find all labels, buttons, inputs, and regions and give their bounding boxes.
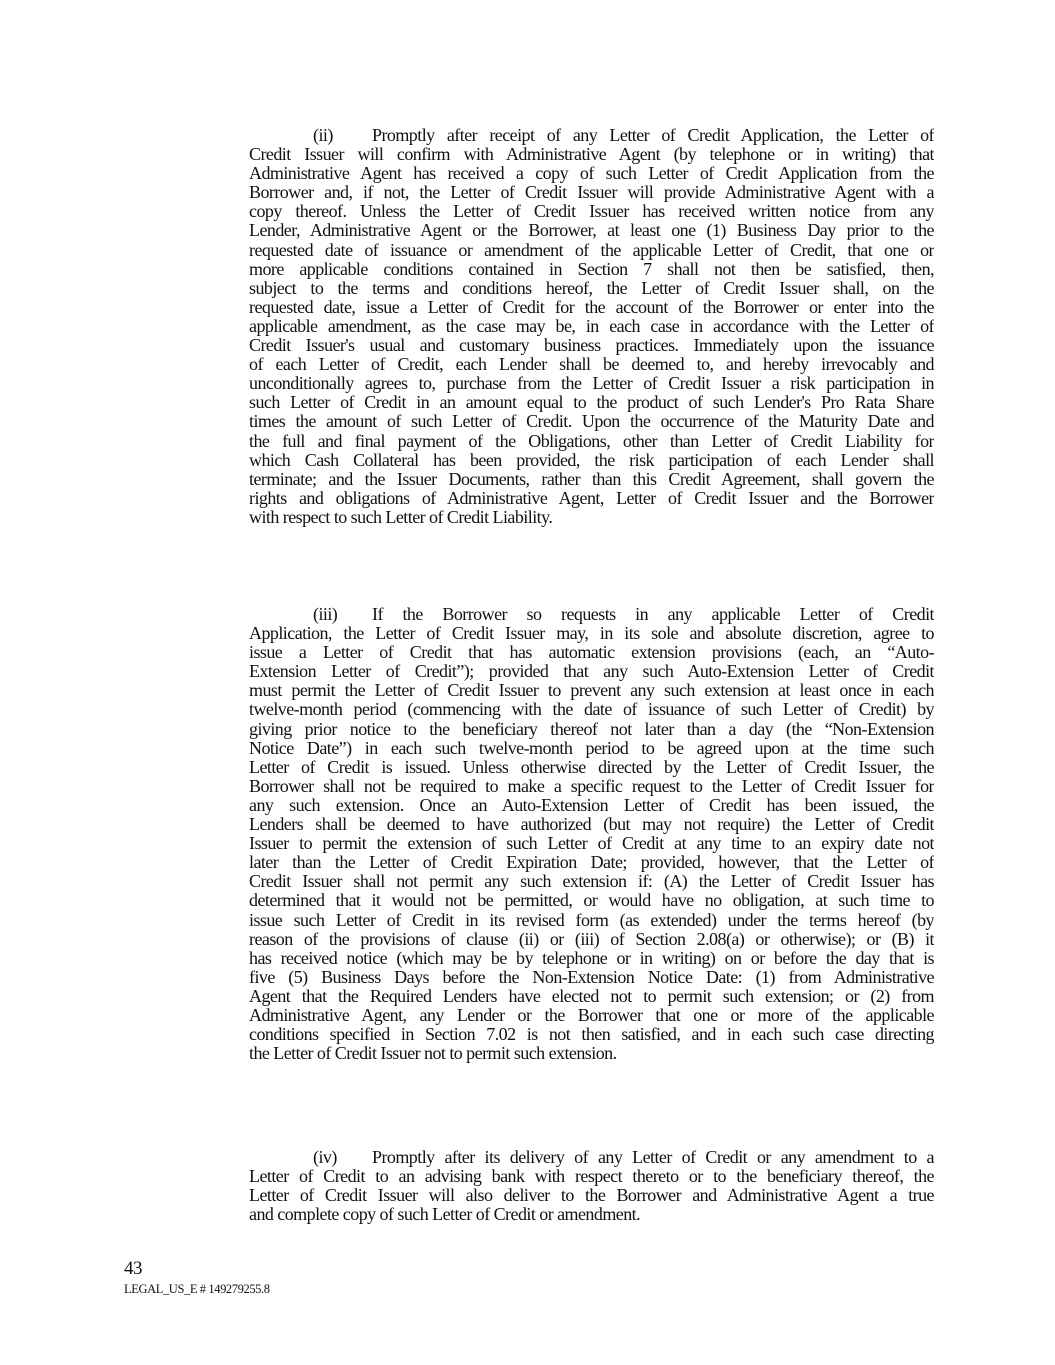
text-line: requested date, issue a Letter of Credit for the account of the Borrower or enter into the [249,297,934,317]
text-line: Lender, Administrative Agent or the Borrower, at least one (1) Business Day prior to the [249,221,934,241]
text-line: reason of the provisions of clause (ii) or (iii) of Section 2.08(a) or otherwise); or (B) it [249,929,934,949]
text-line: Letter of Credit Issuer will also deliver to the Borrower and Administrative Agent a true [249,1186,934,1206]
text-line: five (5) Business Days before the Non-Extension Notice Date: (1) from Administrative [249,967,934,987]
clause-label: (iii) [313,605,338,624]
text-line: Credit Issuer's usual and customary business practices. Immediately upon the issuance [249,336,934,356]
text-line: copy thereof. Unless the Letter of Credit Issuer has received written notice from any [249,202,934,222]
text-line: Borrower shall not be required to make a specific request to the Letter of Credit Issuer for [249,776,934,796]
text-line: applicable amendment, as the case may be, in each case in accordance with the Letter of [249,316,934,336]
text-line: with respect to such Letter of Credit Liability. [249,507,553,527]
text-line: Application, the Letter of Credit Issuer may, in its sole and absolute discretion, agree to [249,624,934,644]
text-line: which Cash Collateral has been provided, the risk participation of each Lender shall [249,450,934,470]
text-line: Issuer to permit the extension of such Letter of Credit at any time to an expiry date not [249,834,934,854]
page-number: 43 [124,1258,142,1279]
text-line: twelve-month period (commencing with the date of issuance of such Letter of Credit) by [249,700,934,720]
text-line: rights and obligations of Administrative Agent, Letter of Credit Issuer and the Borrower [249,488,934,508]
clause-first-line: Promptly after its delivery of any Letter of Credit or any amendment to a [372,1148,934,1167]
paragraph-ii [249,126,934,527]
text-line: Credit Issuer will confirm with Administrative Agent (by telephone or in writing) that [249,145,934,165]
text-line: such Letter of Credit in an amount equal to the product of such Lender's Pro Rata Share [249,393,934,413]
text-line: conditions specified in Section 7.02 is not then satisfied, and in each such case directing [249,1025,934,1045]
text-line: Agent that the Required Lenders have elected not to permit such extension; or (2) from [249,986,934,1006]
text-line: issue such Letter of Credit in its revised form (as extended) under the terms hereof (by [249,910,934,930]
text-line [249,605,934,624]
text-line [249,126,934,145]
text-line: giving prior notice to the beneficiary thereof not later than a day (the “Non-Extension [249,719,934,739]
text-line: Letter of Credit to an advising bank with respect thereto or to the beneficiary thereof, the [249,1167,934,1187]
clause-label: (ii) [313,126,333,145]
text-line [249,1148,934,1167]
text-line: unconditionally agrees to, purchase from the Letter of Credit Issuer a risk participation in [249,374,934,394]
text-line: requested date of issuance or amendment of the applicable Letter of Credit, that one or [249,240,934,260]
clause-label: (iv) [313,1148,337,1167]
text-line: times the amount of such Letter of Credit. Upon the occurrence of the Maturity Date and [249,412,934,432]
text-line: any such extension. Once an Auto-Extension Letter of Credit has been issued, the [249,795,934,815]
text-line: must permit the Letter of Credit Issuer to prevent any such extension at least once in each [249,681,934,701]
clause-first-line: If the Borrower so requests in any applicable Letter of Credit [372,605,934,624]
clause-first-line: Promptly after receipt of any Letter of Credit Application, the Letter of [372,126,934,145]
text-line: of each Letter of Credit, each Lender shall be deemed to, and hereby irrevocably and [249,355,934,375]
text-line: Borrower and, if not, the Letter of Credit Issuer will provide Administrative Agent with a [249,183,934,203]
text-line: has received notice (which may be by telephone or in writing) on or before the day that is [249,948,934,968]
text-line: terminate; and the Issuer Documents, rather than this Credit Agreement, shall govern the [249,469,934,489]
text-line: issue a Letter of Credit that has automatic extension provisions (each, an “Auto- [249,643,934,663]
document-id: LEGAL_US_E # 149279255.8 [124,1282,270,1296]
text-line: later than the Letter of Credit Expiration Date; provided, however, that the Letter of [249,853,934,873]
text-line: and complete copy of such Letter of Credit or amendment. [249,1205,641,1225]
text-line: Extension Letter of Credit”); provided that any such Auto-Extension Letter of Credit [249,662,934,682]
text-line: the Letter of Credit Issuer not to permit such extension. [249,1044,617,1064]
text-line: Administrative Agent, any Lender or the Borrower that one or more of the applicable [249,1005,934,1025]
text-line: more applicable conditions contained in Section 7 shall not then be satisfied, then, [249,259,934,279]
text-line: Administrative Agent has received a copy of such Letter of Credit Application from the [249,164,934,184]
text-line: Lenders shall be deemed to have authorized (but may not require) the Letter of Credit [249,815,934,835]
text-line: Notice Date”) in each such twelve-month period to be agreed upon at the time such [249,738,934,758]
paragraph-iii [249,605,934,1063]
paragraph-iv [249,1148,934,1224]
text-line: the full and final payment of the Obligations, other than Letter of Credit Liability for [249,431,934,451]
text-line: Credit Issuer shall not permit any such extension if: (A) the Letter of Credit Issuer has [249,872,934,892]
text-line: Letter of Credit is issued. Unless otherwise directed by the Letter of Credit Issuer, the [249,757,934,777]
text-line: determined that it would not be permitted, or would have no obligation, at such time to [249,891,934,911]
text-line: subject to the terms and conditions hereof, the Letter of Credit Issuer shall, on the [249,278,934,298]
